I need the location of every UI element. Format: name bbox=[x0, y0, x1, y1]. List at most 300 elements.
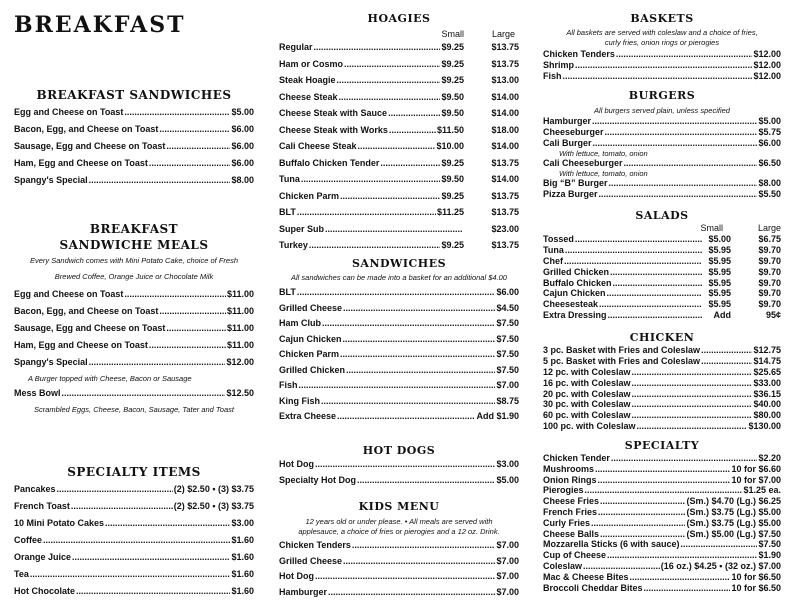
item-name: Grilled Chicken bbox=[279, 364, 346, 375]
leader-dots bbox=[616, 49, 753, 59]
item-name: Fish bbox=[543, 71, 562, 81]
leader-dots bbox=[380, 158, 440, 168]
item-name: Extra Cheese bbox=[279, 411, 337, 421]
menu-row bbox=[279, 224, 519, 241]
chicken-heading: CHICKEN bbox=[629, 331, 695, 344]
leader-dots bbox=[595, 464, 730, 474]
item-price: $5.00 bbox=[496, 475, 519, 485]
item-price-small: $9.50 bbox=[441, 174, 464, 184]
menu-row bbox=[543, 158, 781, 169]
leader-dots bbox=[701, 356, 752, 366]
leader-dots bbox=[701, 345, 752, 355]
item-name: Ham, Egg and Cheese on Toast bbox=[14, 158, 148, 168]
item-price: $6.00 bbox=[758, 138, 781, 148]
item-name: Fish bbox=[279, 380, 298, 390]
menu-row bbox=[279, 303, 519, 319]
menu-row bbox=[543, 572, 781, 583]
specialty-items-list bbox=[14, 484, 254, 603]
item-name: 16 pc. with Coleslaw bbox=[543, 377, 631, 388]
leader-dots bbox=[321, 396, 495, 406]
item-price: $25.65 bbox=[753, 366, 781, 377]
item-price: $12.50 bbox=[226, 388, 254, 398]
specialty-heading: SPECIALTY bbox=[624, 439, 700, 452]
leader-dots bbox=[346, 365, 495, 375]
item-price-large: $14.00 bbox=[491, 108, 519, 118]
item-price: $33.00 bbox=[753, 377, 781, 388]
menu-row bbox=[279, 475, 519, 491]
leader-dots bbox=[340, 349, 495, 359]
item-price-large: $23.00 bbox=[491, 223, 519, 234]
menu-row bbox=[279, 318, 519, 334]
item-name: Hamburger bbox=[279, 586, 328, 597]
menu-row bbox=[543, 189, 781, 200]
leader-dots bbox=[166, 323, 226, 333]
item-price-small: $5.95 bbox=[708, 288, 731, 299]
item-name: Hot Dog bbox=[279, 459, 314, 469]
item-price-small: $5.00 bbox=[708, 234, 731, 244]
item-price: $14.75 bbox=[753, 355, 781, 366]
breakfast-sandwiches-heading: BREAKFAST SANDWICHES bbox=[36, 88, 232, 102]
leader-dots bbox=[599, 299, 702, 309]
item-price: $7.50 bbox=[496, 349, 519, 359]
menu-row bbox=[543, 234, 781, 245]
hotdogs-list bbox=[279, 459, 519, 491]
item-price: $8.75 bbox=[496, 395, 519, 406]
item-name: French Fries bbox=[543, 506, 598, 517]
menu-row bbox=[279, 92, 519, 109]
item-name: Grilled Cheese bbox=[279, 302, 343, 313]
leader-dots bbox=[608, 310, 702, 320]
item-price-large: $9.70 bbox=[758, 299, 781, 310]
item-name: Tea bbox=[14, 569, 29, 579]
item-name: Ham or Cosmo bbox=[279, 58, 344, 69]
menu-row bbox=[543, 49, 781, 60]
item-price-small: $11.50 bbox=[436, 124, 464, 135]
leader-dots bbox=[297, 287, 496, 297]
leader-dots bbox=[340, 191, 440, 201]
item-name: Bacon, Egg, and Cheese on Toast bbox=[14, 306, 159, 316]
leader-dots bbox=[71, 501, 173, 511]
leader-dots bbox=[632, 410, 753, 420]
breakfast-meals-note bbox=[14, 256, 254, 282]
item-price-small: $5.95 bbox=[708, 244, 731, 255]
item-name: Grilled Cheese bbox=[279, 555, 343, 566]
item-name: Chicken Tender bbox=[543, 453, 610, 463]
col-small-label: Small bbox=[441, 29, 464, 39]
item-name: Mess Bowl bbox=[14, 388, 61, 398]
menu-row bbox=[543, 267, 781, 278]
menu-row bbox=[543, 278, 781, 289]
item-price-small: $9.25 bbox=[441, 240, 464, 250]
item-name: 12 pc. with Coleslaw bbox=[543, 366, 631, 377]
leader-dots bbox=[591, 518, 685, 528]
menu-row bbox=[279, 240, 519, 257]
item-price: 10 for $6.50 bbox=[731, 582, 781, 593]
item-price: (Sm.) $3.75 (Lg.) $5.00 bbox=[686, 517, 781, 528]
leader-dots bbox=[124, 107, 230, 117]
menu-row bbox=[543, 475, 781, 486]
item-name: Chicken Parm bbox=[279, 190, 340, 201]
leader-dots bbox=[325, 224, 463, 234]
item-name: Cheeseburger bbox=[543, 127, 604, 137]
breakfast-meals-list bbox=[14, 289, 254, 374]
menu-row bbox=[543, 453, 781, 464]
menu-row bbox=[14, 586, 254, 603]
menu-row bbox=[14, 501, 254, 518]
leader-dots bbox=[637, 421, 748, 431]
item-price: (2) $2.50 • (3) $3.75 bbox=[173, 501, 254, 511]
breakfast-meals-heading-line1: BREAKFAST bbox=[89, 222, 179, 236]
hoagies-heading: HOAGIES bbox=[367, 12, 431, 25]
leader-dots bbox=[575, 234, 702, 244]
item-price: $5.75 bbox=[758, 127, 781, 137]
menu-row bbox=[279, 287, 519, 303]
leader-dots bbox=[352, 540, 496, 550]
item-name: 3 pc. Basket with Fries and Coleslaw bbox=[543, 345, 701, 355]
item-price-small: $10.00 bbox=[436, 141, 464, 151]
hoagies-size-header bbox=[279, 29, 519, 39]
item-price: 10 for $6.60 bbox=[731, 463, 781, 474]
item-name: Onion Rings bbox=[543, 474, 597, 485]
item-name: 30 pc. with Coleslaw bbox=[543, 399, 631, 410]
item-price-small: $9.25 bbox=[441, 42, 464, 52]
leader-dots bbox=[583, 561, 660, 571]
kids-menu-note-line1: 12 years old or under please. • All meals are served with bbox=[305, 517, 493, 526]
item-price-large: $9.70 bbox=[758, 277, 781, 288]
chicken-list bbox=[543, 345, 781, 432]
baskets-heading: BASKETS bbox=[630, 12, 694, 25]
leader-dots bbox=[599, 189, 758, 199]
item-price-large: $6.75 bbox=[758, 234, 781, 244]
leader-dots bbox=[585, 485, 743, 495]
item-price-small: $5.95 bbox=[708, 299, 731, 310]
menu-row bbox=[543, 378, 781, 389]
menu-row bbox=[543, 245, 781, 256]
menu-row bbox=[543, 485, 781, 496]
item-price: $7.00 bbox=[496, 540, 519, 550]
leader-dots bbox=[358, 141, 436, 151]
page-title: BREAKFAST bbox=[14, 12, 186, 38]
menu-row bbox=[543, 356, 781, 367]
item-price: $1.90 bbox=[758, 550, 781, 561]
hoagies-list bbox=[279, 42, 519, 257]
item-price-large: $14.00 bbox=[491, 141, 519, 151]
leader-dots bbox=[62, 388, 226, 398]
leader-dots bbox=[613, 278, 702, 288]
burgers-heading: BURGERS bbox=[628, 89, 696, 102]
item-price: $6.00 bbox=[231, 141, 254, 151]
mess-bowl-note: Scrambled Eggs, Cheese, Bacon, Sausage, Tater and Toast bbox=[34, 405, 234, 414]
menu-row bbox=[279, 174, 519, 191]
breakfast-meals-note-line2: Brewed Coffee, Orange Juice or Chocolate Milk bbox=[54, 272, 214, 281]
leader-dots bbox=[564, 256, 702, 266]
menu-row bbox=[543, 583, 781, 594]
item-price: $8.00 bbox=[758, 178, 781, 188]
menu-row bbox=[14, 306, 254, 323]
sandwiches-note: All sandwiches can be made into a basket for an additional $4.00 bbox=[291, 273, 507, 282]
menu-row bbox=[279, 411, 519, 427]
leader-dots bbox=[611, 453, 758, 463]
item-name: Cheese Steak with Works bbox=[279, 124, 388, 135]
col-small-label: Small bbox=[700, 223, 723, 233]
leader-dots bbox=[89, 357, 226, 367]
item-name: Steak Hoagie bbox=[279, 75, 336, 85]
menu-row bbox=[543, 410, 781, 421]
item-name: Sausage, Egg and Cheese on Toast bbox=[14, 323, 166, 333]
item-subnote: With lettuce, tomato, onion bbox=[559, 169, 648, 178]
item-name: Hot Chocolate bbox=[14, 586, 76, 596]
item-price: $3.00 bbox=[231, 518, 254, 528]
item-price-large: $13.75 bbox=[491, 157, 519, 168]
leader-dots bbox=[593, 138, 758, 148]
breakfast-sandwiches-list bbox=[14, 107, 254, 192]
item-price: $6.00 bbox=[496, 287, 519, 297]
menu-row bbox=[543, 539, 781, 550]
item-price-small: $5.95 bbox=[708, 277, 731, 288]
item-price: $12.00 bbox=[753, 60, 781, 70]
item-name: Broccoli Cheddar Bites bbox=[543, 582, 643, 593]
leader-dots bbox=[644, 583, 731, 593]
item-name: Shrimp bbox=[543, 60, 575, 70]
menu-row bbox=[279, 349, 519, 365]
menu-row bbox=[279, 571, 519, 587]
item-price-large: $13.75 bbox=[491, 190, 519, 201]
item-name: Buffalo Chicken bbox=[543, 277, 612, 288]
menu-row bbox=[14, 141, 254, 158]
mess-bowl-row bbox=[14, 388, 254, 402]
item-price-large: $13.75 bbox=[491, 58, 519, 69]
menu-row bbox=[279, 380, 519, 396]
menu-row bbox=[14, 535, 254, 552]
kids-menu-list bbox=[279, 540, 519, 602]
leader-dots bbox=[301, 174, 441, 184]
item-name: Cali Cheese Steak bbox=[279, 141, 357, 151]
item-name: Specialty Hot Dog bbox=[279, 475, 357, 485]
item-name: Spangy's Special bbox=[14, 357, 88, 367]
item-price: $4.50 bbox=[496, 302, 519, 313]
item-price-small: $5.95 bbox=[708, 255, 731, 266]
item-price-large: $9.70 bbox=[758, 288, 781, 299]
item-name: Mac & Cheese Bites bbox=[543, 571, 629, 582]
menu-row bbox=[279, 191, 519, 208]
menu-row bbox=[279, 125, 519, 142]
leader-dots bbox=[76, 586, 230, 596]
item-price: $6.00 bbox=[231, 124, 254, 134]
menu-row bbox=[279, 587, 519, 603]
item-price: $11.00 bbox=[226, 340, 254, 350]
item-subnote: With lettuce, tomato, onion bbox=[559, 149, 648, 158]
item-name: Pierogies bbox=[543, 485, 584, 496]
menu-row bbox=[279, 459, 519, 475]
salads-heading: SALADS bbox=[635, 209, 689, 222]
kids-menu-note-line2: applesauce, a choice of fries or pierogies and a 12 oz. Drink. bbox=[298, 527, 500, 536]
salads-size-header bbox=[543, 223, 781, 233]
leader-dots bbox=[607, 550, 757, 560]
item-name: Pancakes bbox=[14, 484, 56, 494]
burgers-note: All burgers served plain, unless specified bbox=[594, 106, 730, 115]
menu-row bbox=[279, 108, 519, 125]
sandwiches-list bbox=[279, 287, 519, 427]
menu-row bbox=[543, 138, 781, 149]
item-name: Buffalo Chicken Tender bbox=[279, 157, 380, 168]
item-price: $12.00 bbox=[753, 71, 781, 81]
item-name: Regular bbox=[279, 42, 313, 52]
leader-dots bbox=[315, 571, 495, 581]
menu-row bbox=[14, 124, 254, 141]
leader-dots bbox=[575, 60, 752, 70]
item-name: Hamburger bbox=[543, 116, 592, 126]
leader-dots bbox=[337, 75, 441, 85]
item-name: Cheesesteak bbox=[543, 299, 599, 310]
menu-row bbox=[14, 107, 254, 124]
leader-dots bbox=[624, 158, 758, 168]
menu-row bbox=[279, 365, 519, 381]
col-large-label: Large bbox=[491, 29, 515, 39]
item-name: Cali Burger bbox=[543, 138, 592, 148]
item-price: $1.60 bbox=[231, 586, 254, 596]
menu-row bbox=[543, 71, 781, 82]
leader-dots bbox=[344, 59, 440, 69]
leader-dots bbox=[57, 484, 173, 494]
menu-row bbox=[279, 42, 519, 59]
specialty-items-heading: SPECIALTY ITEMS bbox=[67, 465, 201, 479]
leader-dots bbox=[299, 380, 496, 390]
leader-dots bbox=[681, 539, 758, 549]
menu-row bbox=[543, 116, 781, 127]
item-name: Tuna bbox=[279, 174, 300, 184]
leader-dots bbox=[124, 289, 226, 299]
leader-dots bbox=[605, 127, 758, 137]
item-name: French Toast bbox=[14, 501, 70, 511]
item-name: King Fish bbox=[279, 395, 320, 406]
kids-menu-note bbox=[279, 517, 519, 537]
item-name: Curly Fries bbox=[543, 517, 591, 528]
baskets-note bbox=[543, 28, 781, 48]
item-price: $2.20 bbox=[758, 453, 781, 463]
item-name: Grilled Chicken bbox=[543, 266, 610, 277]
leader-dots bbox=[600, 529, 685, 539]
item-name: Mushrooms bbox=[543, 463, 595, 474]
item-name: Cheese Steak bbox=[279, 91, 338, 102]
item-price: $130.00 bbox=[748, 421, 781, 432]
leader-dots bbox=[297, 207, 436, 217]
item-price: $11.00 bbox=[226, 306, 254, 316]
leader-dots bbox=[343, 334, 496, 344]
item-name: Cheese Steak with Sauce bbox=[279, 108, 388, 118]
item-price: $8.00 bbox=[231, 175, 254, 185]
item-price: $40.00 bbox=[753, 399, 781, 410]
item-name: Bacon, Egg, and Cheese on Toast bbox=[14, 124, 159, 134]
item-price-small: $9.50 bbox=[441, 91, 464, 102]
leader-dots bbox=[632, 399, 753, 409]
item-price-large: $18.00 bbox=[491, 124, 519, 135]
item-name: Big “B” Burger bbox=[543, 178, 608, 188]
item-price-small: $9.25 bbox=[441, 75, 464, 85]
leader-dots bbox=[632, 378, 753, 388]
leader-dots bbox=[598, 475, 731, 485]
item-price-large: $14.00 bbox=[491, 91, 519, 102]
item-price-small: $5.95 bbox=[708, 266, 731, 277]
baskets-list bbox=[543, 49, 781, 82]
leader-dots bbox=[43, 535, 230, 545]
item-price: $7.00 bbox=[496, 586, 519, 597]
item-name: Super Sub bbox=[279, 223, 325, 234]
menu-row bbox=[14, 175, 254, 192]
item-price-small: $9.25 bbox=[441, 190, 464, 201]
leader-dots bbox=[315, 459, 495, 469]
item-name: Tossed bbox=[543, 234, 574, 244]
item-price: $80.00 bbox=[753, 410, 781, 421]
item-name: Cajun Chicken bbox=[279, 333, 342, 344]
menu-row bbox=[543, 561, 781, 572]
item-name: Egg and Cheese on Toast bbox=[14, 289, 124, 299]
item-price-large: $9.70 bbox=[758, 244, 781, 255]
leader-dots bbox=[159, 306, 226, 316]
baskets-note-line2: curly fries, onion rings or pierogies bbox=[604, 38, 720, 47]
kids-menu-heading: KIDS MENU bbox=[358, 500, 440, 513]
item-name: 60 pc. with Coleslaw bbox=[543, 410, 631, 421]
leader-dots bbox=[309, 240, 441, 250]
item-price: $5.00 bbox=[758, 116, 781, 126]
leader-dots bbox=[105, 518, 230, 528]
leader-dots bbox=[343, 556, 495, 566]
menu-row bbox=[14, 289, 254, 306]
menu-row bbox=[543, 60, 781, 71]
menu-row bbox=[543, 464, 781, 475]
menu-row bbox=[14, 323, 254, 340]
leader-dots bbox=[632, 367, 753, 377]
menu-row bbox=[543, 399, 781, 410]
menu-row bbox=[543, 421, 781, 432]
item-price: $5.00 bbox=[231, 107, 254, 117]
breakfast-meals-heading-line2: SANDWICHE MEALS bbox=[59, 238, 209, 252]
leader-dots bbox=[607, 288, 702, 298]
item-price: $7.50 bbox=[496, 364, 519, 375]
leader-dots bbox=[337, 411, 475, 421]
menu-row bbox=[543, 389, 781, 400]
leader-dots bbox=[314, 42, 441, 52]
item-price: 10 for $6.50 bbox=[731, 571, 781, 582]
menu-row bbox=[14, 158, 254, 175]
leader-dots bbox=[388, 108, 440, 118]
item-price: $11.00 bbox=[226, 323, 254, 333]
item-price-large: $13.75 bbox=[491, 240, 519, 250]
item-name: BLT bbox=[279, 287, 296, 297]
leader-dots bbox=[89, 175, 231, 185]
menu-row bbox=[14, 357, 254, 374]
item-name: Chicken Parm bbox=[279, 349, 340, 359]
breakfast-meals-heading bbox=[14, 221, 254, 253]
item-price: $36.15 bbox=[753, 388, 781, 399]
item-price-large: $13.75 bbox=[491, 207, 519, 217]
menu-row bbox=[279, 75, 519, 92]
item-price: $7.00 bbox=[496, 571, 519, 581]
item-price: $6.50 bbox=[758, 158, 781, 168]
item-price: (Sm.) $4.70 (Lg.) $6.25 bbox=[686, 496, 781, 507]
item-price-large: $9.70 bbox=[758, 266, 781, 277]
item-price: $3.00 bbox=[496, 459, 519, 469]
leader-dots bbox=[159, 124, 230, 134]
menu-row bbox=[14, 484, 254, 501]
menu-row bbox=[543, 550, 781, 561]
menu-row bbox=[279, 158, 519, 175]
item-name: Turkey bbox=[279, 240, 308, 250]
item-price: $1.60 bbox=[231, 552, 254, 562]
item-price: $7.00 bbox=[496, 555, 519, 566]
item-price: $7.50 bbox=[496, 333, 519, 344]
leader-dots bbox=[592, 116, 757, 126]
item-price: $11.00 bbox=[226, 289, 254, 299]
